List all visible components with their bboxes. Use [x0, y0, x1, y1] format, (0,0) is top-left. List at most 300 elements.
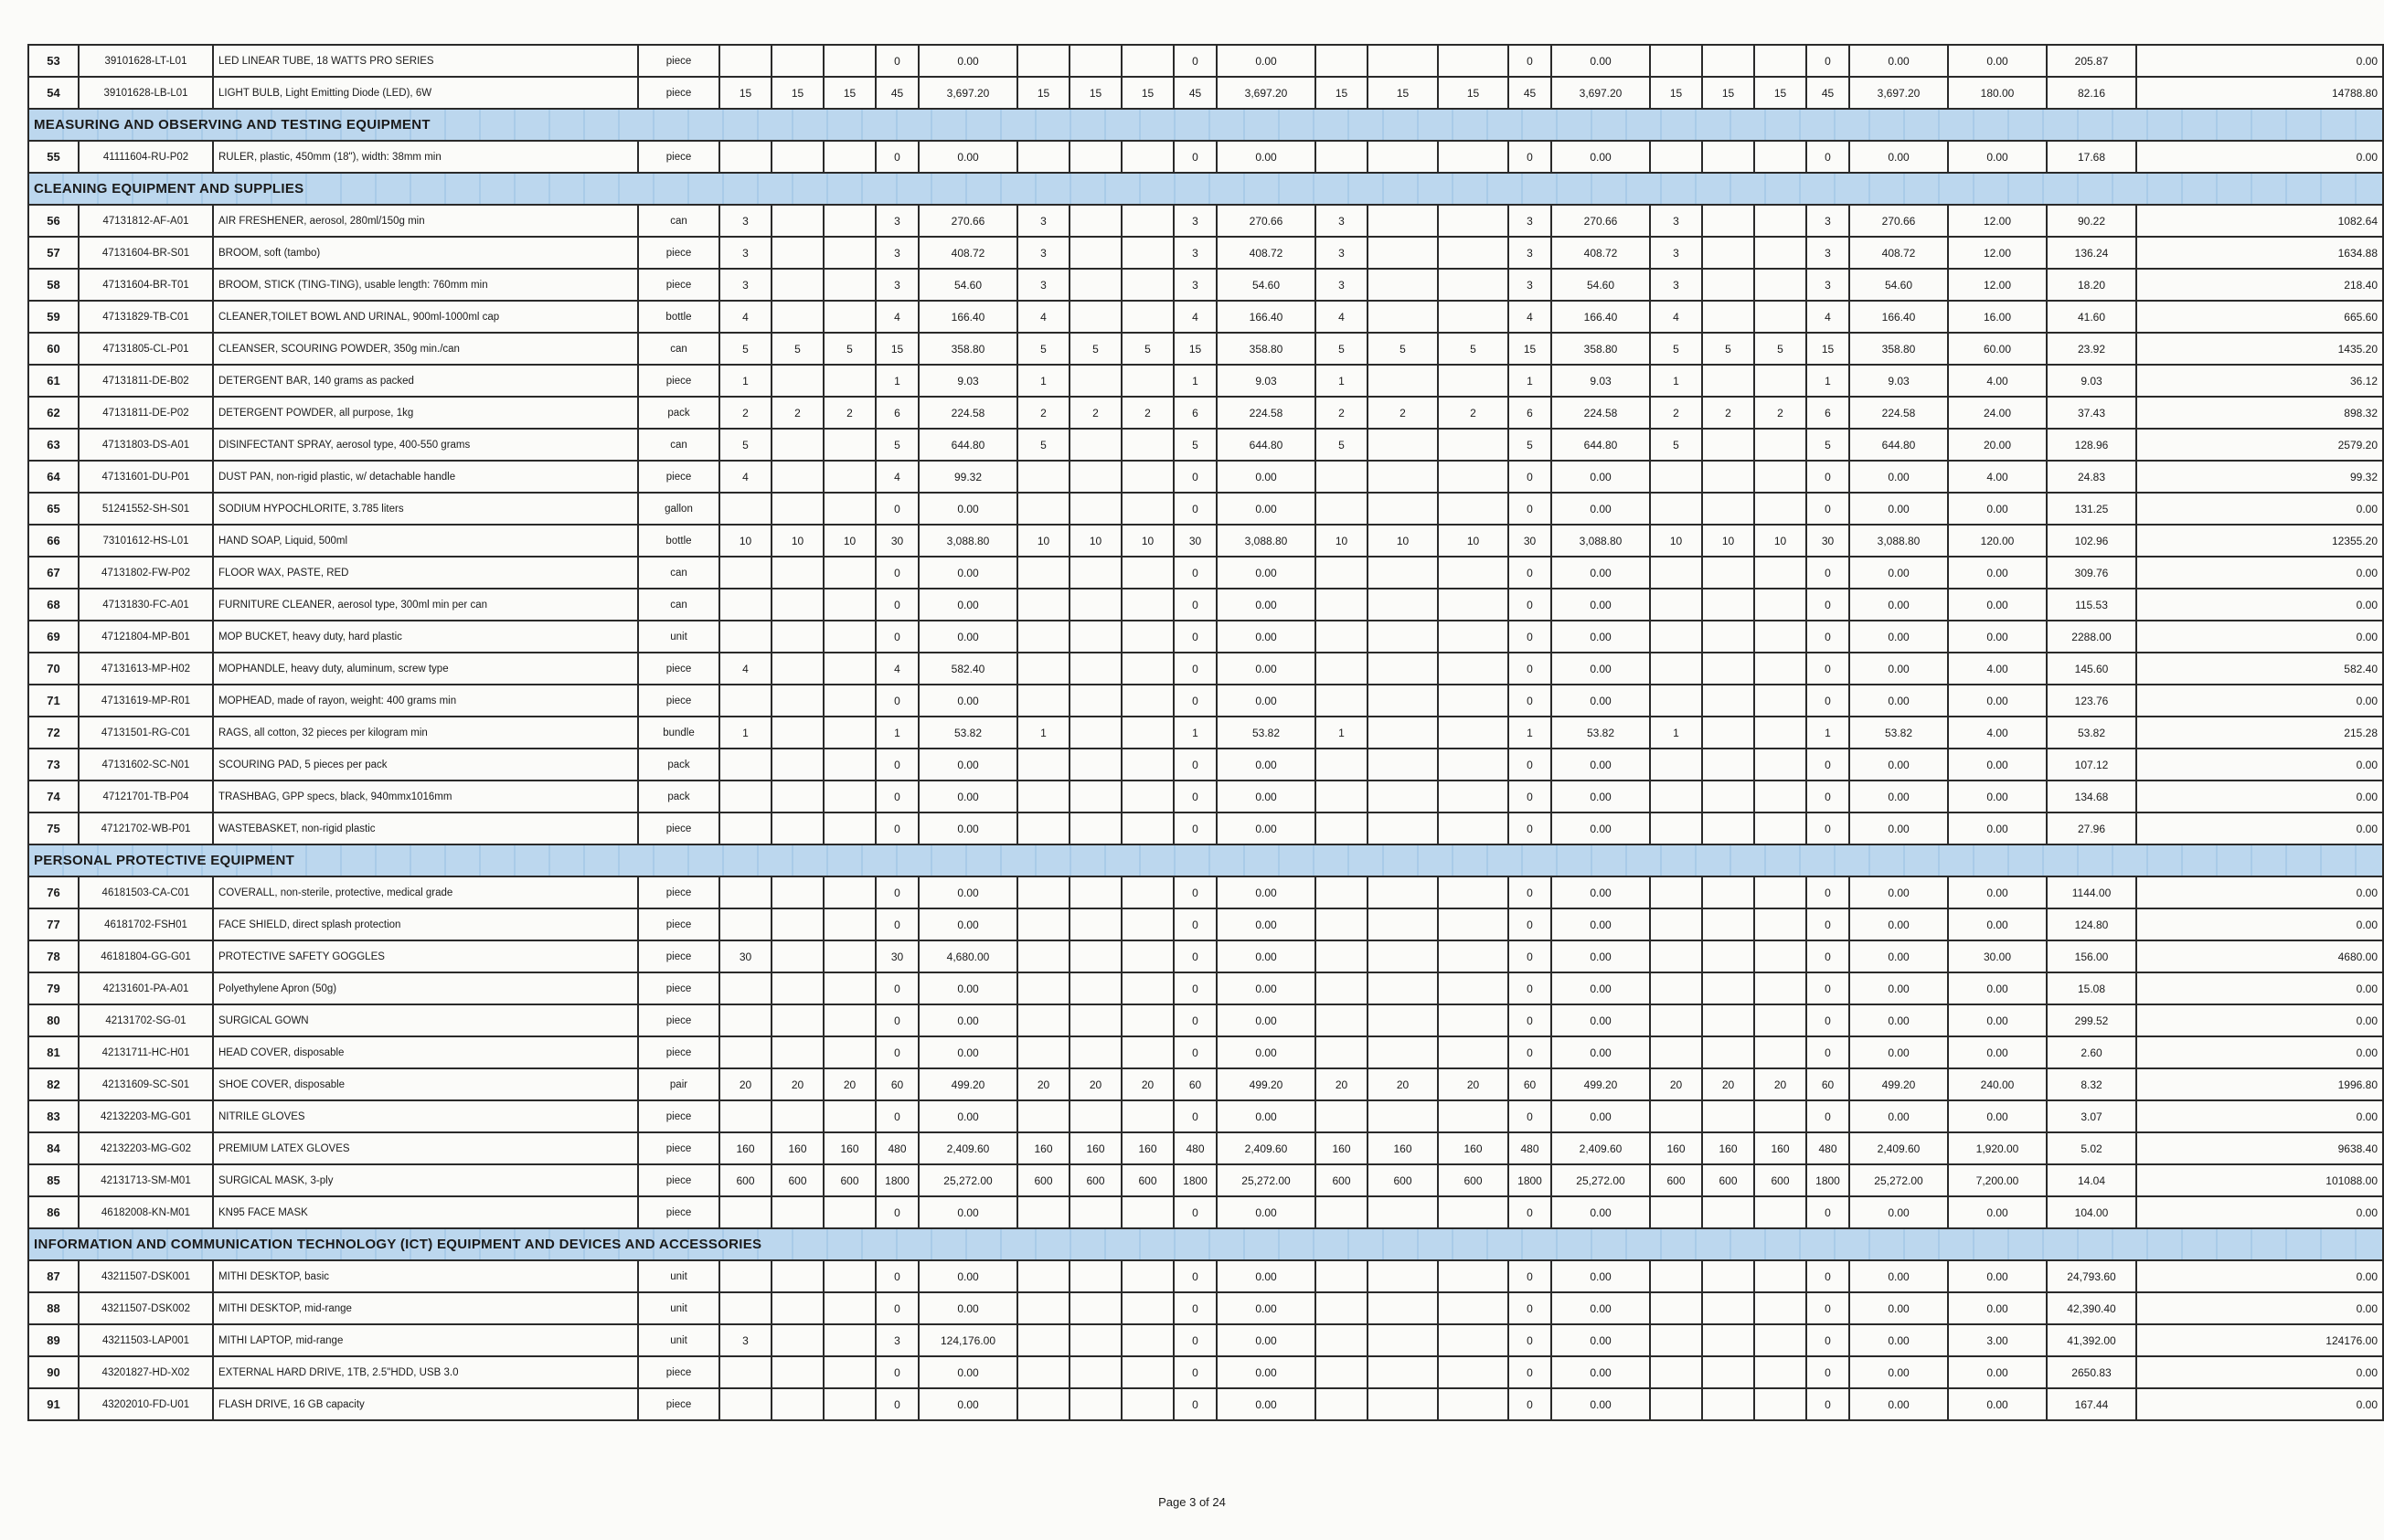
q3-total-qty: 0 — [1508, 685, 1551, 717]
item-number: 68 — [28, 589, 79, 621]
section-title: INFORMATION AND COMMUNICATION TECHNOLOGY (ICT) EQUIPMENT AND DEVICES AND ACCESSORIES — [28, 1228, 2383, 1260]
unit-of-measure: piece — [638, 1132, 719, 1164]
total-quantity: 4.00 — [1948, 365, 2047, 397]
q3-month-2-qty — [1368, 1036, 1438, 1068]
q2-total-qty: 60 — [1174, 1068, 1217, 1100]
q3-month-2-qty: 20 — [1368, 1068, 1438, 1100]
unit-price: 42,390.40 — [2047, 1292, 2136, 1324]
q2-total-qty: 45 — [1174, 77, 1217, 109]
q3-total-qty: 480 — [1508, 1132, 1551, 1164]
q2-month-1-qty — [1017, 685, 1070, 717]
q4-month-2-qty — [1702, 589, 1754, 621]
q3-month-2-qty — [1368, 237, 1438, 269]
q2-month-2-qty — [1070, 1004, 1122, 1036]
q4-month-2-qty — [1702, 1324, 1754, 1356]
table-row — [28, 685, 2383, 717]
q4-month-3-qty: 15 — [1754, 77, 1806, 109]
item-number: 87 — [28, 1260, 79, 1292]
q4-amount: 0.00 — [1849, 972, 1948, 1004]
q3-amount: 499.20 — [1551, 1068, 1650, 1100]
total-quantity: 0.00 — [1948, 1100, 2047, 1132]
q4-month-2-qty: 160 — [1702, 1132, 1754, 1164]
q4-month-2-qty — [1702, 1036, 1754, 1068]
total-amount: 1996.80 — [2136, 1068, 2383, 1100]
q2-month-3-qty — [1122, 1260, 1174, 1292]
q3-month-2-qty: 160 — [1368, 1132, 1438, 1164]
total-quantity: 0.00 — [1948, 1388, 2047, 1420]
q2-total-qty: 0 — [1174, 493, 1217, 525]
unit-price: 124.80 — [2047, 908, 2136, 940]
q2-month-2-qty — [1070, 1196, 1122, 1228]
q3-total-qty: 0 — [1508, 141, 1551, 173]
q4-amount: 0.00 — [1849, 653, 1948, 685]
q1-month-1-qty: 4 — [719, 301, 772, 333]
unit-price: 15.08 — [2047, 972, 2136, 1004]
q4-month-1-qty: 3 — [1650, 269, 1702, 301]
q4-total-qty: 0 — [1806, 1100, 1849, 1132]
q4-total-qty: 1 — [1806, 365, 1849, 397]
q1-month-2-qty — [772, 812, 824, 844]
q3-total-qty: 3 — [1508, 205, 1551, 237]
q2-month-2-qty: 600 — [1070, 1164, 1122, 1196]
q1-amount: 358.80 — [919, 333, 1017, 365]
q3-month-1-qty: 2 — [1315, 397, 1368, 429]
unit-of-measure: unit — [638, 1292, 719, 1324]
q1-month-2-qty — [772, 1260, 824, 1292]
q3-total-qty: 1 — [1508, 365, 1551, 397]
q3-month-1-qty: 10 — [1315, 525, 1368, 557]
total-amount: 0.00 — [2136, 812, 2383, 844]
q2-month-1-qty — [1017, 749, 1070, 781]
total-amount: 124176.00 — [2136, 1324, 2383, 1356]
q2-amount: 0.00 — [1217, 972, 1315, 1004]
q2-month-3-qty — [1122, 940, 1174, 972]
unit-of-measure: piece — [638, 653, 719, 685]
q2-amount: 9.03 — [1217, 365, 1315, 397]
unit-of-measure: piece — [638, 1196, 719, 1228]
item-description: MITHI DESKTOP, mid-range — [213, 1292, 638, 1324]
item-description: HEAD COVER, disposable — [213, 1036, 638, 1068]
q3-total-qty: 3 — [1508, 269, 1551, 301]
unit-of-measure: can — [638, 333, 719, 365]
q3-total-qty: 0 — [1508, 461, 1551, 493]
q3-month-1-qty — [1315, 45, 1368, 77]
q1-total-qty: 0 — [876, 812, 919, 844]
table-row — [28, 717, 2383, 749]
q4-amount: 3,088.80 — [1849, 525, 1948, 557]
q3-total-qty: 0 — [1508, 876, 1551, 908]
q3-amount: 270.66 — [1551, 205, 1650, 237]
q3-amount: 0.00 — [1551, 685, 1650, 717]
total-quantity: 180.00 — [1948, 77, 2047, 109]
q4-month-3-qty — [1754, 1292, 1806, 1324]
q1-month-2-qty — [772, 589, 824, 621]
q3-amount: 2,409.60 — [1551, 1132, 1650, 1164]
total-quantity: 3.00 — [1948, 1324, 2047, 1356]
q1-month-3-qty — [824, 461, 876, 493]
items-table-body — [28, 45, 2383, 1420]
total-quantity: 12.00 — [1948, 269, 2047, 301]
q1-month-3-qty — [824, 653, 876, 685]
item-code: 47121702-WB-P01 — [79, 812, 213, 844]
q4-month-1-qty: 5 — [1650, 429, 1702, 461]
q2-total-qty: 0 — [1174, 1388, 1217, 1420]
q4-month-3-qty — [1754, 685, 1806, 717]
unit-of-measure: unit — [638, 1260, 719, 1292]
q1-month-1-qty: 30 — [719, 940, 772, 972]
q2-month-1-qty: 600 — [1017, 1164, 1070, 1196]
q3-month-1-qty — [1315, 621, 1368, 653]
q2-month-3-qty — [1122, 301, 1174, 333]
item-code: 47131619-MP-R01 — [79, 685, 213, 717]
q1-amount: 25,272.00 — [919, 1164, 1017, 1196]
q3-total-qty: 60 — [1508, 1068, 1551, 1100]
q3-month-3-qty — [1438, 972, 1508, 1004]
q1-total-qty: 0 — [876, 589, 919, 621]
q4-amount: 0.00 — [1849, 1260, 1948, 1292]
q1-month-2-qty — [772, 269, 824, 301]
q1-total-qty: 4 — [876, 653, 919, 685]
q3-month-3-qty — [1438, 685, 1508, 717]
unit-price: 3.07 — [2047, 1100, 2136, 1132]
item-number: 56 — [28, 205, 79, 237]
q1-month-3-qty: 160 — [824, 1132, 876, 1164]
q2-month-3-qty — [1122, 781, 1174, 812]
q3-month-2-qty — [1368, 1196, 1438, 1228]
q2-month-3-qty: 20 — [1122, 1068, 1174, 1100]
q2-amount: 644.80 — [1217, 429, 1315, 461]
q2-amount: 0.00 — [1217, 940, 1315, 972]
q2-month-1-qty: 10 — [1017, 525, 1070, 557]
q4-amount: 0.00 — [1849, 1196, 1948, 1228]
q2-total-qty: 0 — [1174, 940, 1217, 972]
q3-month-1-qty — [1315, 908, 1368, 940]
total-quantity: 0.00 — [1948, 812, 2047, 844]
q2-total-qty: 0 — [1174, 1036, 1217, 1068]
q2-total-qty: 480 — [1174, 1132, 1217, 1164]
item-number: 81 — [28, 1036, 79, 1068]
q4-total-qty: 4 — [1806, 301, 1849, 333]
q1-amount: 53.82 — [919, 717, 1017, 749]
q4-total-qty: 3 — [1806, 205, 1849, 237]
item-description: AIR FRESHENER, aerosol, 280ml/150g min — [213, 205, 638, 237]
item-code: 42131601-PA-A01 — [79, 972, 213, 1004]
table-row — [28, 557, 2383, 589]
q3-month-1-qty — [1315, 876, 1368, 908]
q2-month-2-qty — [1070, 205, 1122, 237]
q2-month-2-qty — [1070, 301, 1122, 333]
q1-month-1-qty: 15 — [719, 77, 772, 109]
unit-price: 156.00 — [2047, 940, 2136, 972]
q2-total-qty: 0 — [1174, 685, 1217, 717]
item-code: 46181503-CA-C01 — [79, 876, 213, 908]
q4-month-1-qty: 15 — [1650, 77, 1702, 109]
item-number: 77 — [28, 908, 79, 940]
q1-month-1-qty — [719, 1196, 772, 1228]
q3-total-qty: 0 — [1508, 972, 1551, 1004]
q1-total-qty: 5 — [876, 429, 919, 461]
q4-month-2-qty — [1702, 685, 1754, 717]
table-row — [28, 301, 2383, 333]
item-number: 91 — [28, 1388, 79, 1420]
q1-total-qty: 15 — [876, 333, 919, 365]
q2-month-2-qty: 15 — [1070, 77, 1122, 109]
total-quantity: 12.00 — [1948, 205, 2047, 237]
q1-amount: 0.00 — [919, 493, 1017, 525]
unit-of-measure: gallon — [638, 493, 719, 525]
unit-of-measure: piece — [638, 812, 719, 844]
q4-total-qty: 0 — [1806, 812, 1849, 844]
q4-month-1-qty — [1650, 1356, 1702, 1388]
unit-price: 104.00 — [2047, 1196, 2136, 1228]
q1-total-qty: 0 — [876, 1388, 919, 1420]
unit-of-measure: piece — [638, 1004, 719, 1036]
item-code: 46181804-GG-G01 — [79, 940, 213, 972]
q1-month-3-qty — [824, 717, 876, 749]
item-description: PREMIUM LATEX GLOVES — [213, 1132, 638, 1164]
q2-month-1-qty: 3 — [1017, 237, 1070, 269]
q4-month-1-qty — [1650, 1388, 1702, 1420]
total-amount: 0.00 — [2136, 749, 2383, 781]
table-row — [28, 1324, 2383, 1356]
q3-month-2-qty — [1368, 365, 1438, 397]
q1-amount: 3,088.80 — [919, 525, 1017, 557]
q1-month-3-qty — [824, 205, 876, 237]
q1-total-qty: 0 — [876, 1260, 919, 1292]
q1-month-2-qty — [772, 493, 824, 525]
item-description: TRASHBAG, GPP specs, black, 940mmx1016mm — [213, 781, 638, 812]
total-quantity: 4.00 — [1948, 461, 2047, 493]
unit-of-measure: piece — [638, 141, 719, 173]
q3-month-3-qty: 2 — [1438, 397, 1508, 429]
table-row — [28, 493, 2383, 525]
q4-month-1-qty — [1650, 972, 1702, 1004]
item-description: FLASH DRIVE, 16 GB capacity — [213, 1388, 638, 1420]
q2-amount: 0.00 — [1217, 1004, 1315, 1036]
table-row — [28, 781, 2383, 812]
q4-amount: 0.00 — [1849, 685, 1948, 717]
q3-month-2-qty — [1368, 717, 1438, 749]
q3-month-2-qty — [1368, 621, 1438, 653]
unit-price: 123.76 — [2047, 685, 2136, 717]
item-number: 80 — [28, 1004, 79, 1036]
item-number: 61 — [28, 365, 79, 397]
item-description: MITHI LAPTOP, mid-range — [213, 1324, 638, 1356]
unit-price: 5.02 — [2047, 1132, 2136, 1164]
q2-month-3-qty — [1122, 685, 1174, 717]
q4-total-qty: 0 — [1806, 141, 1849, 173]
q2-month-3-qty — [1122, 461, 1174, 493]
table-row — [28, 77, 2383, 109]
q4-total-qty: 0 — [1806, 781, 1849, 812]
q3-month-1-qty — [1315, 141, 1368, 173]
total-quantity: 0.00 — [1948, 876, 2047, 908]
q1-month-2-qty — [772, 45, 824, 77]
q1-month-1-qty — [719, 908, 772, 940]
q2-month-3-qty: 160 — [1122, 1132, 1174, 1164]
q1-total-qty: 45 — [876, 77, 919, 109]
q1-amount: 124,176.00 — [919, 1324, 1017, 1356]
item-description: MITHI DESKTOP, basic — [213, 1260, 638, 1292]
q2-month-1-qty — [1017, 589, 1070, 621]
q2-month-3-qty — [1122, 717, 1174, 749]
q1-month-3-qty — [824, 876, 876, 908]
q2-total-qty: 0 — [1174, 1196, 1217, 1228]
q3-month-3-qty: 10 — [1438, 525, 1508, 557]
q4-month-2-qty — [1702, 1100, 1754, 1132]
item-code: 51241552-SH-S01 — [79, 493, 213, 525]
table-row — [28, 1164, 2383, 1196]
q2-month-2-qty — [1070, 876, 1122, 908]
q2-total-qty: 0 — [1174, 621, 1217, 653]
total-amount: 12355.20 — [2136, 525, 2383, 557]
item-description: WASTEBASKET, non-rigid plastic — [213, 812, 638, 844]
q3-total-qty: 1 — [1508, 717, 1551, 749]
q2-amount: 224.58 — [1217, 397, 1315, 429]
q1-month-1-qty: 1 — [719, 717, 772, 749]
item-description: CLEANER,TOILET BOWL AND URINAL, 900ml-1000ml cap — [213, 301, 638, 333]
item-code: 47121701-TB-P04 — [79, 781, 213, 812]
q1-month-2-qty: 5 — [772, 333, 824, 365]
q3-total-qty: 0 — [1508, 1324, 1551, 1356]
q1-month-3-qty — [824, 781, 876, 812]
q1-month-2-qty — [772, 621, 824, 653]
item-description: DETERGENT POWDER, all purpose, 1kg — [213, 397, 638, 429]
q3-total-qty: 45 — [1508, 77, 1551, 109]
q1-amount: 0.00 — [919, 621, 1017, 653]
item-code: 47131829-TB-C01 — [79, 301, 213, 333]
q3-month-1-qty: 1 — [1315, 717, 1368, 749]
q3-month-3-qty — [1438, 812, 1508, 844]
total-quantity: 4.00 — [1948, 717, 2047, 749]
q2-amount: 0.00 — [1217, 1388, 1315, 1420]
total-quantity: 24.00 — [1948, 397, 2047, 429]
q4-month-1-qty: 2 — [1650, 397, 1702, 429]
q1-amount: 3,697.20 — [919, 77, 1017, 109]
q4-month-1-qty: 5 — [1650, 333, 1702, 365]
q2-amount: 0.00 — [1217, 876, 1315, 908]
total-amount: 1634.88 — [2136, 237, 2383, 269]
q3-month-3-qty — [1438, 1356, 1508, 1388]
q4-month-3-qty — [1754, 429, 1806, 461]
q2-month-3-qty — [1122, 269, 1174, 301]
item-number: 82 — [28, 1068, 79, 1100]
q2-total-qty: 0 — [1174, 557, 1217, 589]
q4-amount: 166.40 — [1849, 301, 1948, 333]
total-amount: 0.00 — [2136, 45, 2383, 77]
q4-total-qty: 1800 — [1806, 1164, 1849, 1196]
q2-month-1-qty — [1017, 461, 1070, 493]
q4-month-3-qty: 2 — [1754, 397, 1806, 429]
q3-total-qty: 0 — [1508, 908, 1551, 940]
q2-total-qty: 4 — [1174, 301, 1217, 333]
q4-amount: 0.00 — [1849, 1292, 1948, 1324]
q1-amount: 0.00 — [919, 1036, 1017, 1068]
q2-month-1-qty — [1017, 493, 1070, 525]
total-quantity: 0.00 — [1948, 589, 2047, 621]
q4-month-3-qty — [1754, 621, 1806, 653]
q2-month-3-qty — [1122, 237, 1174, 269]
q2-month-3-qty — [1122, 1292, 1174, 1324]
unit-of-measure: piece — [638, 461, 719, 493]
q3-amount: 0.00 — [1551, 781, 1650, 812]
q2-amount: 3,697.20 — [1217, 77, 1315, 109]
q3-amount: 54.60 — [1551, 269, 1650, 301]
q1-month-3-qty — [824, 685, 876, 717]
item-description: LIGHT BULB, Light Emitting Diode (LED), 6W — [213, 77, 638, 109]
q4-month-1-qty: 160 — [1650, 1132, 1702, 1164]
unit-of-measure: piece — [638, 1036, 719, 1068]
q2-month-2-qty — [1070, 237, 1122, 269]
q3-month-2-qty — [1368, 781, 1438, 812]
unit-price: 24.83 — [2047, 461, 2136, 493]
q1-total-qty: 0 — [876, 908, 919, 940]
q4-amount: 0.00 — [1849, 1324, 1948, 1356]
q1-total-qty: 0 — [876, 749, 919, 781]
unit-price: 134.68 — [2047, 781, 2136, 812]
unit-price: 2288.00 — [2047, 621, 2136, 653]
q4-month-1-qty — [1650, 557, 1702, 589]
section-header-row — [28, 844, 2383, 876]
q4-amount: 408.72 — [1849, 237, 1948, 269]
q4-month-2-qty — [1702, 1356, 1754, 1388]
q3-total-qty: 0 — [1508, 621, 1551, 653]
q1-month-1-qty: 5 — [719, 333, 772, 365]
q1-total-qty: 1800 — [876, 1164, 919, 1196]
q4-month-2-qty — [1702, 365, 1754, 397]
total-amount: 99.32 — [2136, 461, 2383, 493]
section-title: PERSONAL PROTECTIVE EQUIPMENT — [28, 844, 2383, 876]
q3-month-2-qty: 600 — [1368, 1164, 1438, 1196]
q4-month-1-qty — [1650, 908, 1702, 940]
q1-month-2-qty — [772, 1292, 824, 1324]
table-row — [28, 812, 2383, 844]
q1-month-2-qty — [772, 749, 824, 781]
q2-month-2-qty — [1070, 717, 1122, 749]
q2-amount: 0.00 — [1217, 781, 1315, 812]
item-description: RAGS, all cotton, 32 pieces per kilogram min — [213, 717, 638, 749]
q4-month-2-qty — [1702, 493, 1754, 525]
total-quantity: 0.00 — [1948, 685, 2047, 717]
q4-month-2-qty — [1702, 461, 1754, 493]
q4-amount: 9.03 — [1849, 365, 1948, 397]
q2-month-2-qty — [1070, 908, 1122, 940]
table-row — [28, 653, 2383, 685]
q4-month-2-qty: 15 — [1702, 77, 1754, 109]
q3-month-2-qty — [1368, 940, 1438, 972]
q1-total-qty: 30 — [876, 940, 919, 972]
q2-month-2-qty — [1070, 1036, 1122, 1068]
q2-month-1-qty — [1017, 876, 1070, 908]
item-code: 47131602-SC-N01 — [79, 749, 213, 781]
q1-month-2-qty: 600 — [772, 1164, 824, 1196]
item-code: 47131811-DE-B02 — [79, 365, 213, 397]
unit-of-measure: piece — [638, 940, 719, 972]
table-row — [28, 1388, 2383, 1420]
q4-month-1-qty: 10 — [1650, 525, 1702, 557]
item-number: 57 — [28, 237, 79, 269]
q1-month-3-qty — [824, 1356, 876, 1388]
item-code: 42131713-SM-M01 — [79, 1164, 213, 1196]
q3-month-2-qty — [1368, 1100, 1438, 1132]
q2-total-qty: 0 — [1174, 781, 1217, 812]
q3-total-qty: 0 — [1508, 493, 1551, 525]
q2-month-1-qty — [1017, 1356, 1070, 1388]
q3-month-1-qty — [1315, 972, 1368, 1004]
unit-price: 167.44 — [2047, 1388, 2136, 1420]
table-row — [28, 749, 2383, 781]
q4-month-3-qty — [1754, 908, 1806, 940]
